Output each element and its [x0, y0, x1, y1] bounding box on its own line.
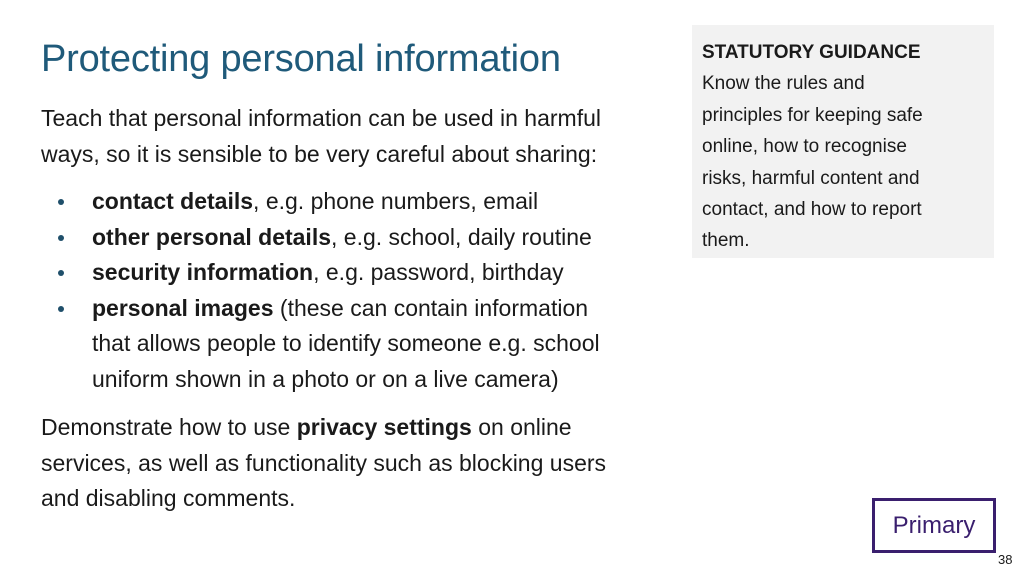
bullet-icon	[58, 270, 64, 276]
bullet-icon	[58, 235, 64, 241]
intro-line-2: ways, so it is sensible to be very careful about sharing:	[41, 141, 598, 167]
bullet-text: , e.g. phone numbers, email	[253, 188, 539, 214]
list-item	[56, 184, 686, 220]
demo-line-3: and disabling comments.	[41, 485, 296, 511]
key-stage-badge: Primary	[872, 498, 996, 553]
page-number: 38	[998, 552, 1013, 567]
demo-text-pre: Demonstrate how to use	[41, 414, 297, 440]
sharing-list	[56, 184, 686, 397]
intro-paragraph	[41, 100, 681, 172]
guidance-line: principles for keeping safe	[702, 104, 923, 126]
list-item	[56, 220, 686, 256]
statutory-guidance-box	[692, 25, 994, 258]
intro-line-1: Teach that personal information can be used in harmful	[41, 105, 601, 131]
list-item	[56, 255, 686, 291]
guidance-line: them.	[702, 230, 750, 252]
bullet-icon	[58, 306, 64, 312]
bullet-term: contact details	[92, 188, 254, 214]
guidance-heading: STATUTORY GUIDANCE	[702, 42, 921, 63]
guidance-line: risks, harmful content and	[702, 167, 920, 189]
bullet-text: (these can contain information	[273, 294, 589, 321]
bullet-term: personal images	[92, 294, 274, 321]
bullet-text: , e.g. password, birthday	[313, 259, 564, 285]
demo-term: privacy settings	[296, 414, 472, 440]
bullet-text-line-2: that allows people to identify someone e.g. school	[92, 330, 600, 356]
bullet-term: security information	[92, 259, 314, 285]
demo-line-2: services, as well as functionality such as blocking users	[41, 449, 607, 476]
page-title: Protecting personal information	[41, 38, 561, 80]
demo-paragraph	[41, 410, 701, 517]
guidance-line: Know the rules and	[702, 73, 865, 95]
demo-text-post: on online	[471, 414, 572, 440]
bullet-icon	[58, 199, 64, 205]
bullet-text-line-3: uniform shown in a photo or on a live camera)	[92, 365, 559, 392]
bullet-term: other personal details	[92, 223, 332, 250]
guidance-line: online, how to recognise	[702, 136, 907, 158]
guidance-line: contact, and how to report	[702, 199, 922, 221]
bullet-text: , e.g. school, daily routine	[331, 223, 592, 250]
list-item	[56, 291, 686, 398]
